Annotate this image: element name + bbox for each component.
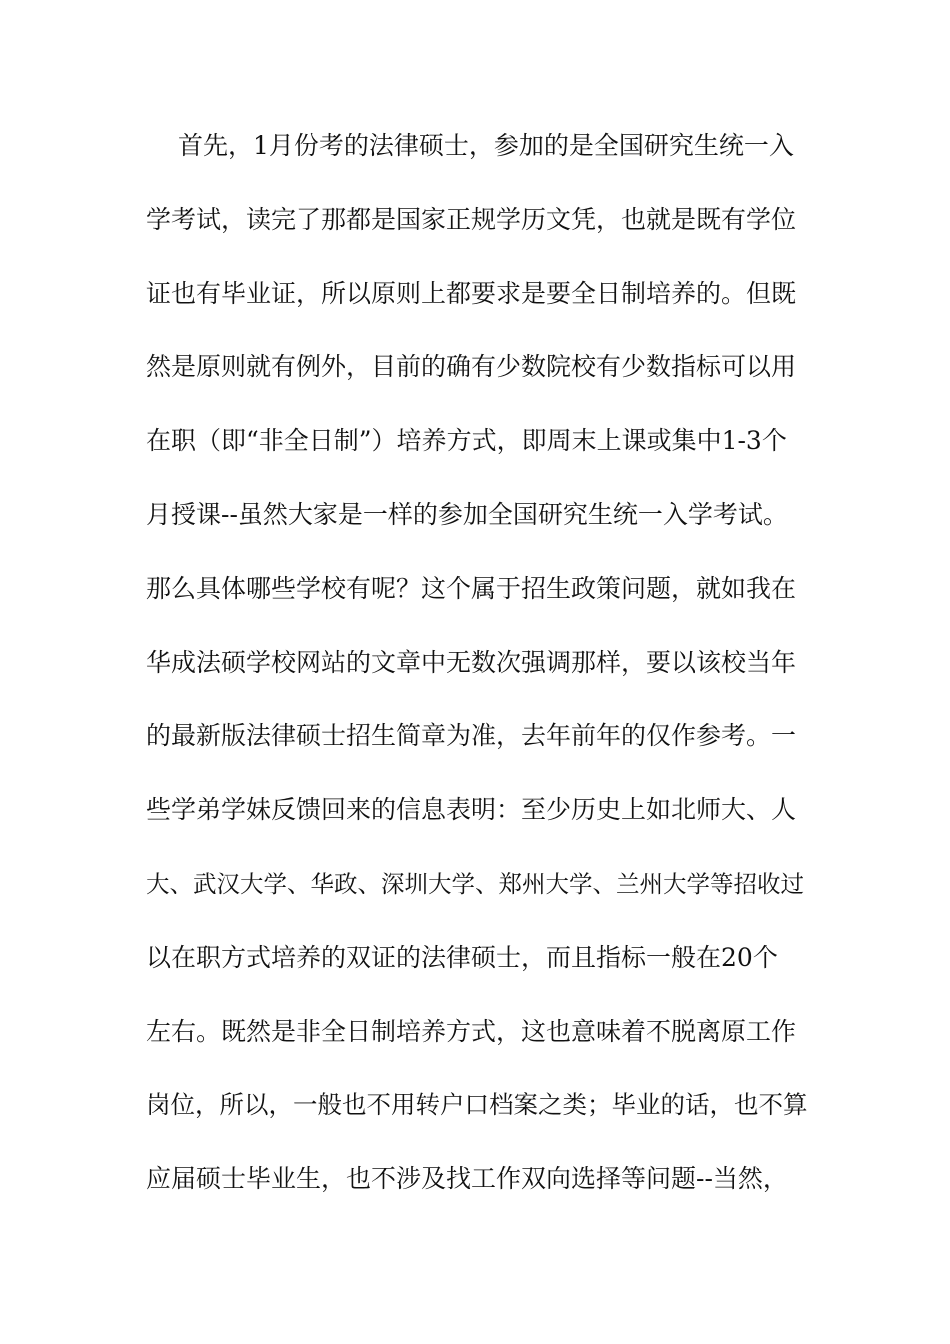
text-line-15: 应届硕士毕业生，也不涉及找工作双向选择等问题--当然， [146, 1164, 788, 1194]
text-line-9: 的最新版法律硕士招生简章为准，去年前年的仅作参考。一 [146, 721, 797, 751]
text-line-3: 证也有毕业证，所以原则上都要求是要全日制培养的。但既 [146, 278, 797, 308]
text-line-11: 大、武汉大学、华政、深圳大学、郑州大学、兰州大学等招收过 [146, 869, 804, 898]
text-line-1: 首先，1月份考的法律硕士，参加的是全国研究生统一入 [178, 131, 794, 160]
text-line-14: 岗位，所以，一般也不用转户口档案之类；毕业的话，也不算 [146, 1090, 808, 1120]
text-line-7: 那么具体哪些学校有呢？这个属于招生政策问题，就如我在 [146, 573, 797, 603]
text-line-4: 然是原则就有例外，目前的确有少数院校有少数指标可以用 [146, 352, 797, 382]
text-line-13: 左右。既然是非全日制培养方式，这也意味着不脱离原工作 [146, 1016, 797, 1046]
text-line-6: 月授课--虽然大家是一样的参加全国研究生统一入学考试。 [146, 499, 788, 529]
text-line-2: 学考试，读完了那都是国家正规学历文凭，也就是既有学位 [146, 204, 797, 234]
text-line-12: 以在职方式培养的双证的法律硕士，而且指标一般在20个 [146, 942, 778, 972]
text-line-10: 些学弟学妹反馈回来的信息表明：至少历史上如北师大、人 [146, 795, 797, 825]
text-line-5: 在职（即“非全日制”）培养方式，即周末上课或集中1-3个 [146, 426, 787, 456]
text-line-8: 华成法硕学校网站的文章中无数次强调那样，要以该校当年 [146, 647, 797, 677]
body-paragraph [146, 128, 810, 1235]
